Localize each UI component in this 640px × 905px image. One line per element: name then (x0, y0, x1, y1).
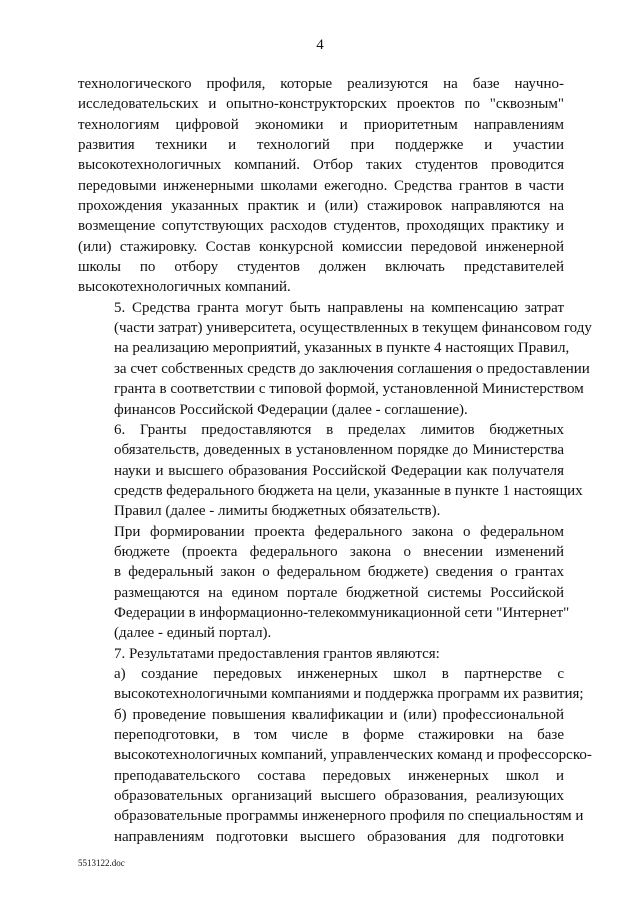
paragraph (78, 664, 584, 705)
text-line: высокотехнологичных компаний, управленческих команд и профессорско- (114, 747, 592, 764)
text-line: образовательные программы инженерного профиля по специальностям и (114, 808, 584, 825)
paragraph (78, 298, 592, 420)
text-line: направлениям подготовки высшего образования для подготовки (114, 828, 564, 845)
text-line: а) создание передовых инженерных школ в партнерстве с (114, 665, 564, 682)
text-line: высокотехнологичных компаний. (78, 279, 291, 296)
text-line: возмещение сопутствующих расходов студентов, проходящих практику и (78, 218, 564, 235)
text-line: в федеральный закон о федеральном бюджете) сведения о грантах (114, 564, 564, 581)
text-line: технологиям цифровой экономики и приоритетным направлениям (78, 116, 564, 133)
text-line: передовыми инженерными школами ежегодно. Средства грантов в части (78, 177, 564, 194)
text-line: обязательств, доведенных в установленном порядке до Министерства (114, 442, 564, 459)
text-line: прохождения указанных практик и (или) стажировок направляются на (78, 198, 564, 215)
text-line: (или) стажировку. Состав конкурсной комиссии передовой инженерной (78, 238, 564, 255)
text-line: (далее - единый портал). (114, 625, 272, 642)
text-line: средств федерального бюджета на цели, указанные в пункте 1 настоящих (114, 482, 583, 499)
paragraph (78, 74, 564, 298)
text-line: за счет собственных средств до заключения соглашения о предоставлении (114, 360, 590, 377)
text-line: б) проведение повышения квалификации и (или) профессиональной (114, 706, 564, 723)
text-line: 5. Средства гранта могут быть направлены на компенсацию затрат (114, 299, 564, 316)
text-line: школы по отбору студентов должен включать представителей (78, 259, 564, 276)
text-line: размещаются на едином портале бюджетной системы Российской (114, 584, 564, 601)
text-line: финансов Российской Федерации (далее - соглашение). (114, 401, 468, 418)
text-line: образовательных организаций высшего образования, реализующих (114, 788, 564, 805)
footer-file-code: 5513122.doc (78, 858, 125, 868)
text-line: (части затрат) университета, осуществленных в текущем финансовом году (114, 320, 592, 337)
paragraph (78, 522, 570, 644)
paragraph (78, 644, 564, 664)
text-line: гранта в соответствии с типовой формой, установленной Министерством (114, 381, 584, 398)
text-line: Федерации в информационно-телекоммуникационной сети "Интернет" (114, 604, 570, 621)
text-line: на реализацию мероприятий, указанных в пункте 4 настоящих Правил, (114, 340, 570, 357)
page-number: 4 (316, 37, 324, 53)
text-line: бюджете (проекта федерального закона о внесении изменений (114, 543, 564, 560)
text-line: исследовательских и опытно-конструкторских проектов по "сквозным" (78, 96, 564, 113)
text-line: высокотехнологичных компаний. Отбор таких студентов проводится (78, 157, 564, 174)
text-line: высокотехнологичными компаниями и поддержка программ их развития; (114, 686, 584, 703)
text-line: При формировании проекта федерального закона о федеральном (114, 523, 564, 540)
text-line: переподготовки, в том числе в форме стажировки на базе (114, 727, 564, 743)
paragraph (78, 420, 583, 522)
text-line: технологического профиля, которые реализуются на базе научно- (78, 76, 564, 92)
paragraph (78, 705, 592, 847)
document-body (78, 74, 592, 847)
text-line: науки и высшего образования Российской Федерации как получателя (114, 462, 564, 479)
text-line: развития техники и технологий при поддержке и участии (78, 137, 564, 154)
text-line: Правил (далее - лимиты бюджетных обязательств). (114, 503, 441, 520)
text-line: 6. Гранты предоставляются в пределах лимитов бюджетных (114, 421, 564, 438)
text-line: 7. Результатами предоставления грантов являются: (114, 645, 440, 662)
text-line: преподавательского состава передовых инженерных школ и (114, 767, 564, 784)
